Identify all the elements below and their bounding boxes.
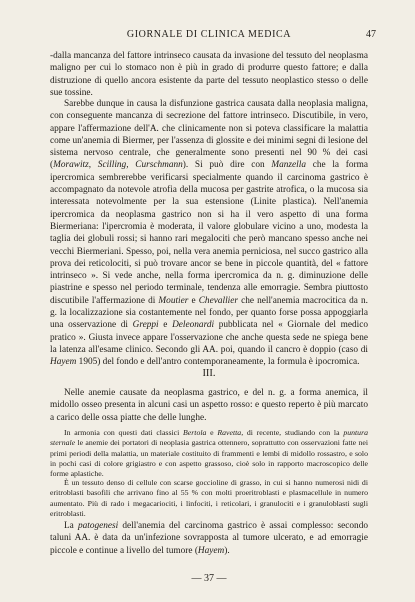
- paragraph-block-4: [50, 428, 368, 479]
- paragraph-block-5: [50, 478, 368, 519]
- paragraph-2: Sarebbe dunque in causa la disfunzione gastrica causata dalla neoplasia maligna, con conseguente mancanza di secrezione del fattore intrinseco. Discutibile, in vero, appare l'affermazione dell'A. che clinicamente non si poteva classificare la malattia come un'anemia di Biermer, per l'assenza di glossite e dei minimi segni di lesione del sistema nervoso centrale, che generalmente sono presenti nel 90 % dei casi (Morawitz, Scilling, Curschmann). Si può dire con Manzella che la forma ipercromica sembrerebbe verificarsi specialmente quando il carcinoma gastrico è accompagnato da notevole atrofia della mucosa per gastrite atrofica, o la mucosa sia interessata notevolmente per la sua estensione (Linite plastica). Nell'anemia ipercromica da neoplasma gastrico non si ha il vero aspetto di una forma Biermeriana: l'ipercromia è moderata, il valore globulare vicino a uno, modesta la taglia dei globuli rossi; si hanno rari megalociti che però mancano spesso anche nei vecchi Biermeriani. Spesso, poi, nella vera anemia perniciosa, nel succo gastrico alla prova dei reticolociti, si può trovare ancor se bene in piccole quantità, del « fattore intrinseco ». Si vede anche, nella forma ipercromica da n. g. diminuzione delle piastrine e spesso nel periodo terminale, tendenza alle emorragie. Sembra piuttosto discutibile l'affermazione di Moutier e Chevallier che nell'anemia macrocitica da n. g. la localizzazione sia costantemente nel fondo, per quanto forse possa appoggiarla una osservazione di Greppi e Deleonardi pubblicata nel « Giornale del medico pratico ». Giusta invece appare l'osservazione che anche questa sede ne spiega bene la latenza all'esame clinico. Secondo gli AA. poi, quando il cancro è doppio (caso di Hayem 1905) del fondo e dell'antro contemporaneamente, la formula è ipocromica.: [50, 99, 368, 368]
- paragraph-5: È un tessuto denso di cellule con scarse goccioline di grasso, in cui si hanno numerosi nidi di eritroblasti basofili che arrivano fino al 55 % con molti proeritroblasti e plasmacellule in numero aumentato. Più di rado i megacariociti, i linfociti, i reticolari, i granulociti e i granuloblasti sugli eritroblasti.: [50, 478, 368, 518]
- paragraph-6: La patogenesi dell'anemia del carcinoma gastrico è assai complesso: secondo taluni AA. è data da un'infezione sovrapposta al tumore ulcerato, e ad emorragie piccole e continue a livello del tumore (Hayem).: [50, 521, 368, 556]
- section-heading: III.: [202, 368, 216, 379]
- paragraph-block-2: [50, 98, 368, 369]
- paragraph-continuation: [50, 50, 368, 99]
- paragraph-3: Nelle anemie causate da neoplasma gastrico, e del n. g. a forma anemica, il midollo osseo presenta in alcuni casi un aspetto rosso: e questo reperto è più marcato a carico delle ossa piatte che delle lunghe.: [50, 388, 368, 423]
- running-header: GIORNALE DI CLINICA MEDICA: [126, 29, 292, 40]
- paragraph-block-6: [50, 520, 368, 557]
- paragraph-4: In armonia con questi dati classici Bertola e Ravetta, di recente, studiando con la puntura sternale le anemie dei portatori di neoplasia gastrica ottennero, soprattutto con osservazioni fatte nei primi periodi della malattia, un materiale costituito di frammenti e lembi di midollo rossastro, e solo in pochi casi di colore grigiastro e con aspetto grassoso, cioè solo in rapporto macroscopico delle forme aplastiche.: [50, 428, 369, 479]
- page-number: 47: [366, 29, 376, 40]
- paragraph-block-3: [50, 387, 368, 424]
- paragraph-1: -dalla mancanza del fattore intrinseco causata da invasione del tessuto del neoplasma maligno per cui lo stomaco non è più in grado di produrre questo fattore; e dalla distruzione di quello ancora esistente da parte del tessuto neoplastico stesso o delle sue tossine.: [50, 51, 368, 98]
- page-footer: — 37 —: [191, 573, 227, 584]
- section-heading-block: [50, 368, 368, 379]
